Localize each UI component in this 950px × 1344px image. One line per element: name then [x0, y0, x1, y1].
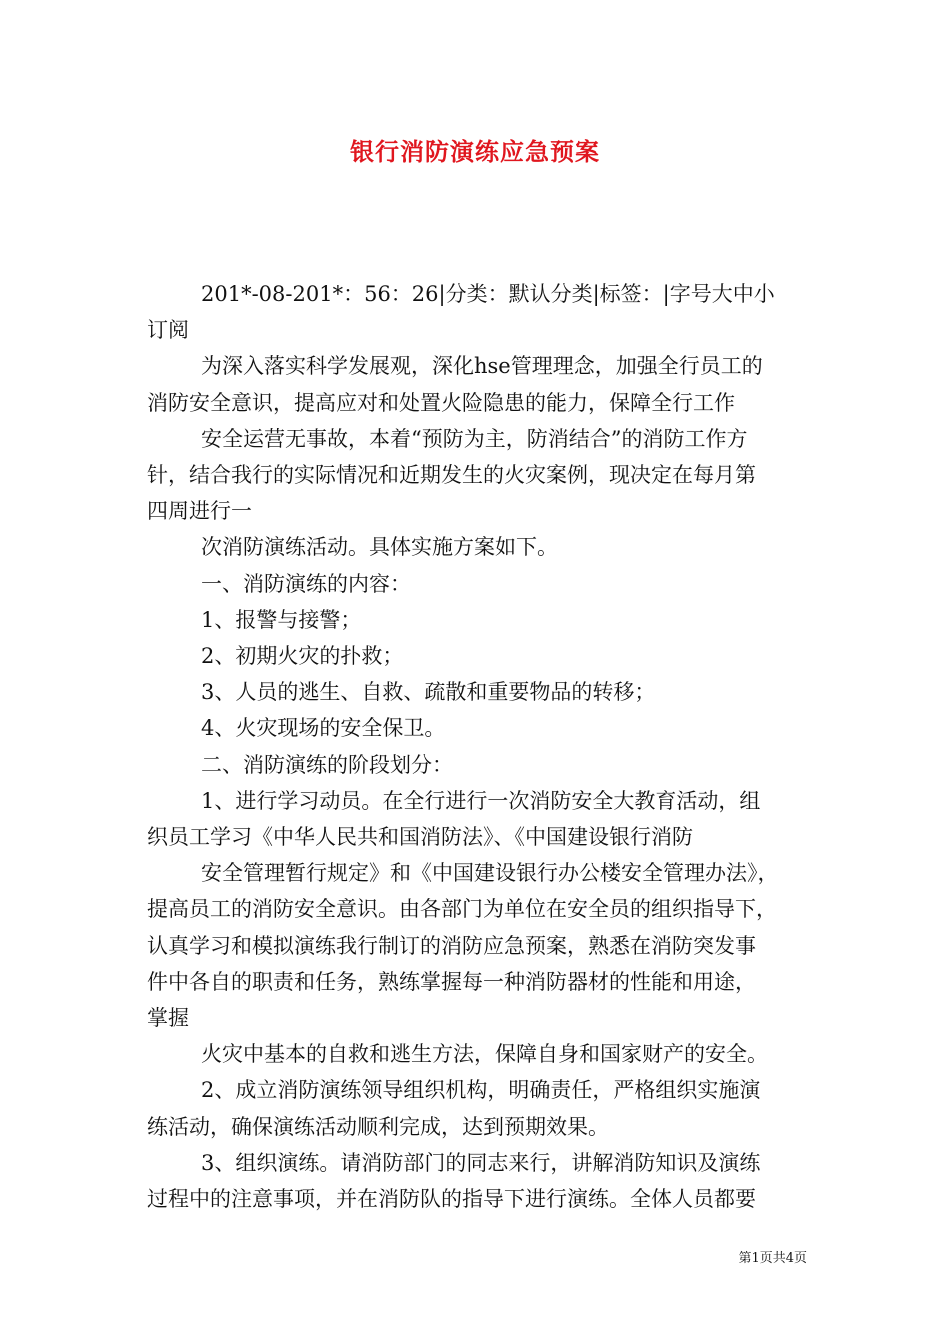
paragraph-line: 认真学习和模拟演练我行制订的消防应急预案，熟悉在消防突发事	[147, 933, 756, 958]
document-body	[147, 276, 812, 1217]
paragraph-line: 消防安全意识，提高应对和处置火险隐患的能力，保障全行工作	[147, 390, 735, 415]
paragraph-line: 练活动，确保演练活动顺利完成，达到预期效果。	[147, 1114, 609, 1139]
subscribe-line: 订阅	[147, 318, 189, 343]
paragraph-line: 四周进行一	[147, 499, 252, 524]
paragraph-line: 次消防演练活动。具体实施方案如下。	[201, 535, 558, 560]
paragraph-line: 3、组织演练。请消防部门的同志来行，讲解消防知识及演练	[201, 1150, 761, 1175]
paragraph-line: 过程中的注意事项，并在消防队的指导下进行演练。全体人员都要	[147, 1187, 756, 1212]
paragraph-line: 提高员工的消防安全意识。由各部门为单位在安全员的组织指导下，	[147, 897, 777, 922]
list-item: 3、人员的逃生、自救、疏散和重要物品的转移；	[201, 680, 656, 705]
paragraph-line: 织员工学习《中华人民共和国消防法》、《中国建设银行消防	[147, 825, 693, 850]
section-heading: 二、消防演练的阶段划分：	[201, 752, 453, 777]
paragraph-line: 掌握	[147, 1006, 189, 1031]
meta-line: 201*-08-201*：56：26|分类：默认分类|标签：|字号大中小	[201, 282, 775, 306]
paragraph-line: 安全运营无事故，本着“预防为主，防消结合”的消防工作方	[201, 426, 748, 451]
paragraph-line: 1、进行学习动员。在全行进行一次消防安全大教育活动，组	[201, 788, 761, 813]
paragraph-line: 安全管理暂行规定》和《中国建设银行办公楼安全管理办法》，	[201, 861, 779, 886]
paragraph-line: 火灾中基本的自救和逃生方法，保障自身和国家财产的安全。	[201, 1042, 768, 1067]
paragraph-line: 件中各自的职责和任务，熟练掌握每一种消防器材的性能和用途，	[147, 969, 756, 994]
paragraph-line: 为深入落实科学发展观，深化hse管理理念，加强全行员工的	[201, 354, 763, 379]
paragraph-line: 2、成立消防演练领导组织机构，明确责任，严格组织实施演	[201, 1078, 761, 1103]
paragraph-line: 针，结合我行的实际情况和近期发生的火灾案例，现决定在每月第	[147, 463, 756, 488]
page-title: 银行消防演练应急预案	[350, 137, 600, 166]
list-item: 1、报警与接警；	[201, 607, 362, 632]
list-item: 4、火灾现场的安全保卫。	[201, 716, 446, 741]
section-heading: 一、消防演练的内容：	[201, 571, 411, 596]
list-item: 2、初期火灾的扑救；	[201, 644, 404, 669]
page-number: 第1页共4页	[738, 1251, 807, 1266]
